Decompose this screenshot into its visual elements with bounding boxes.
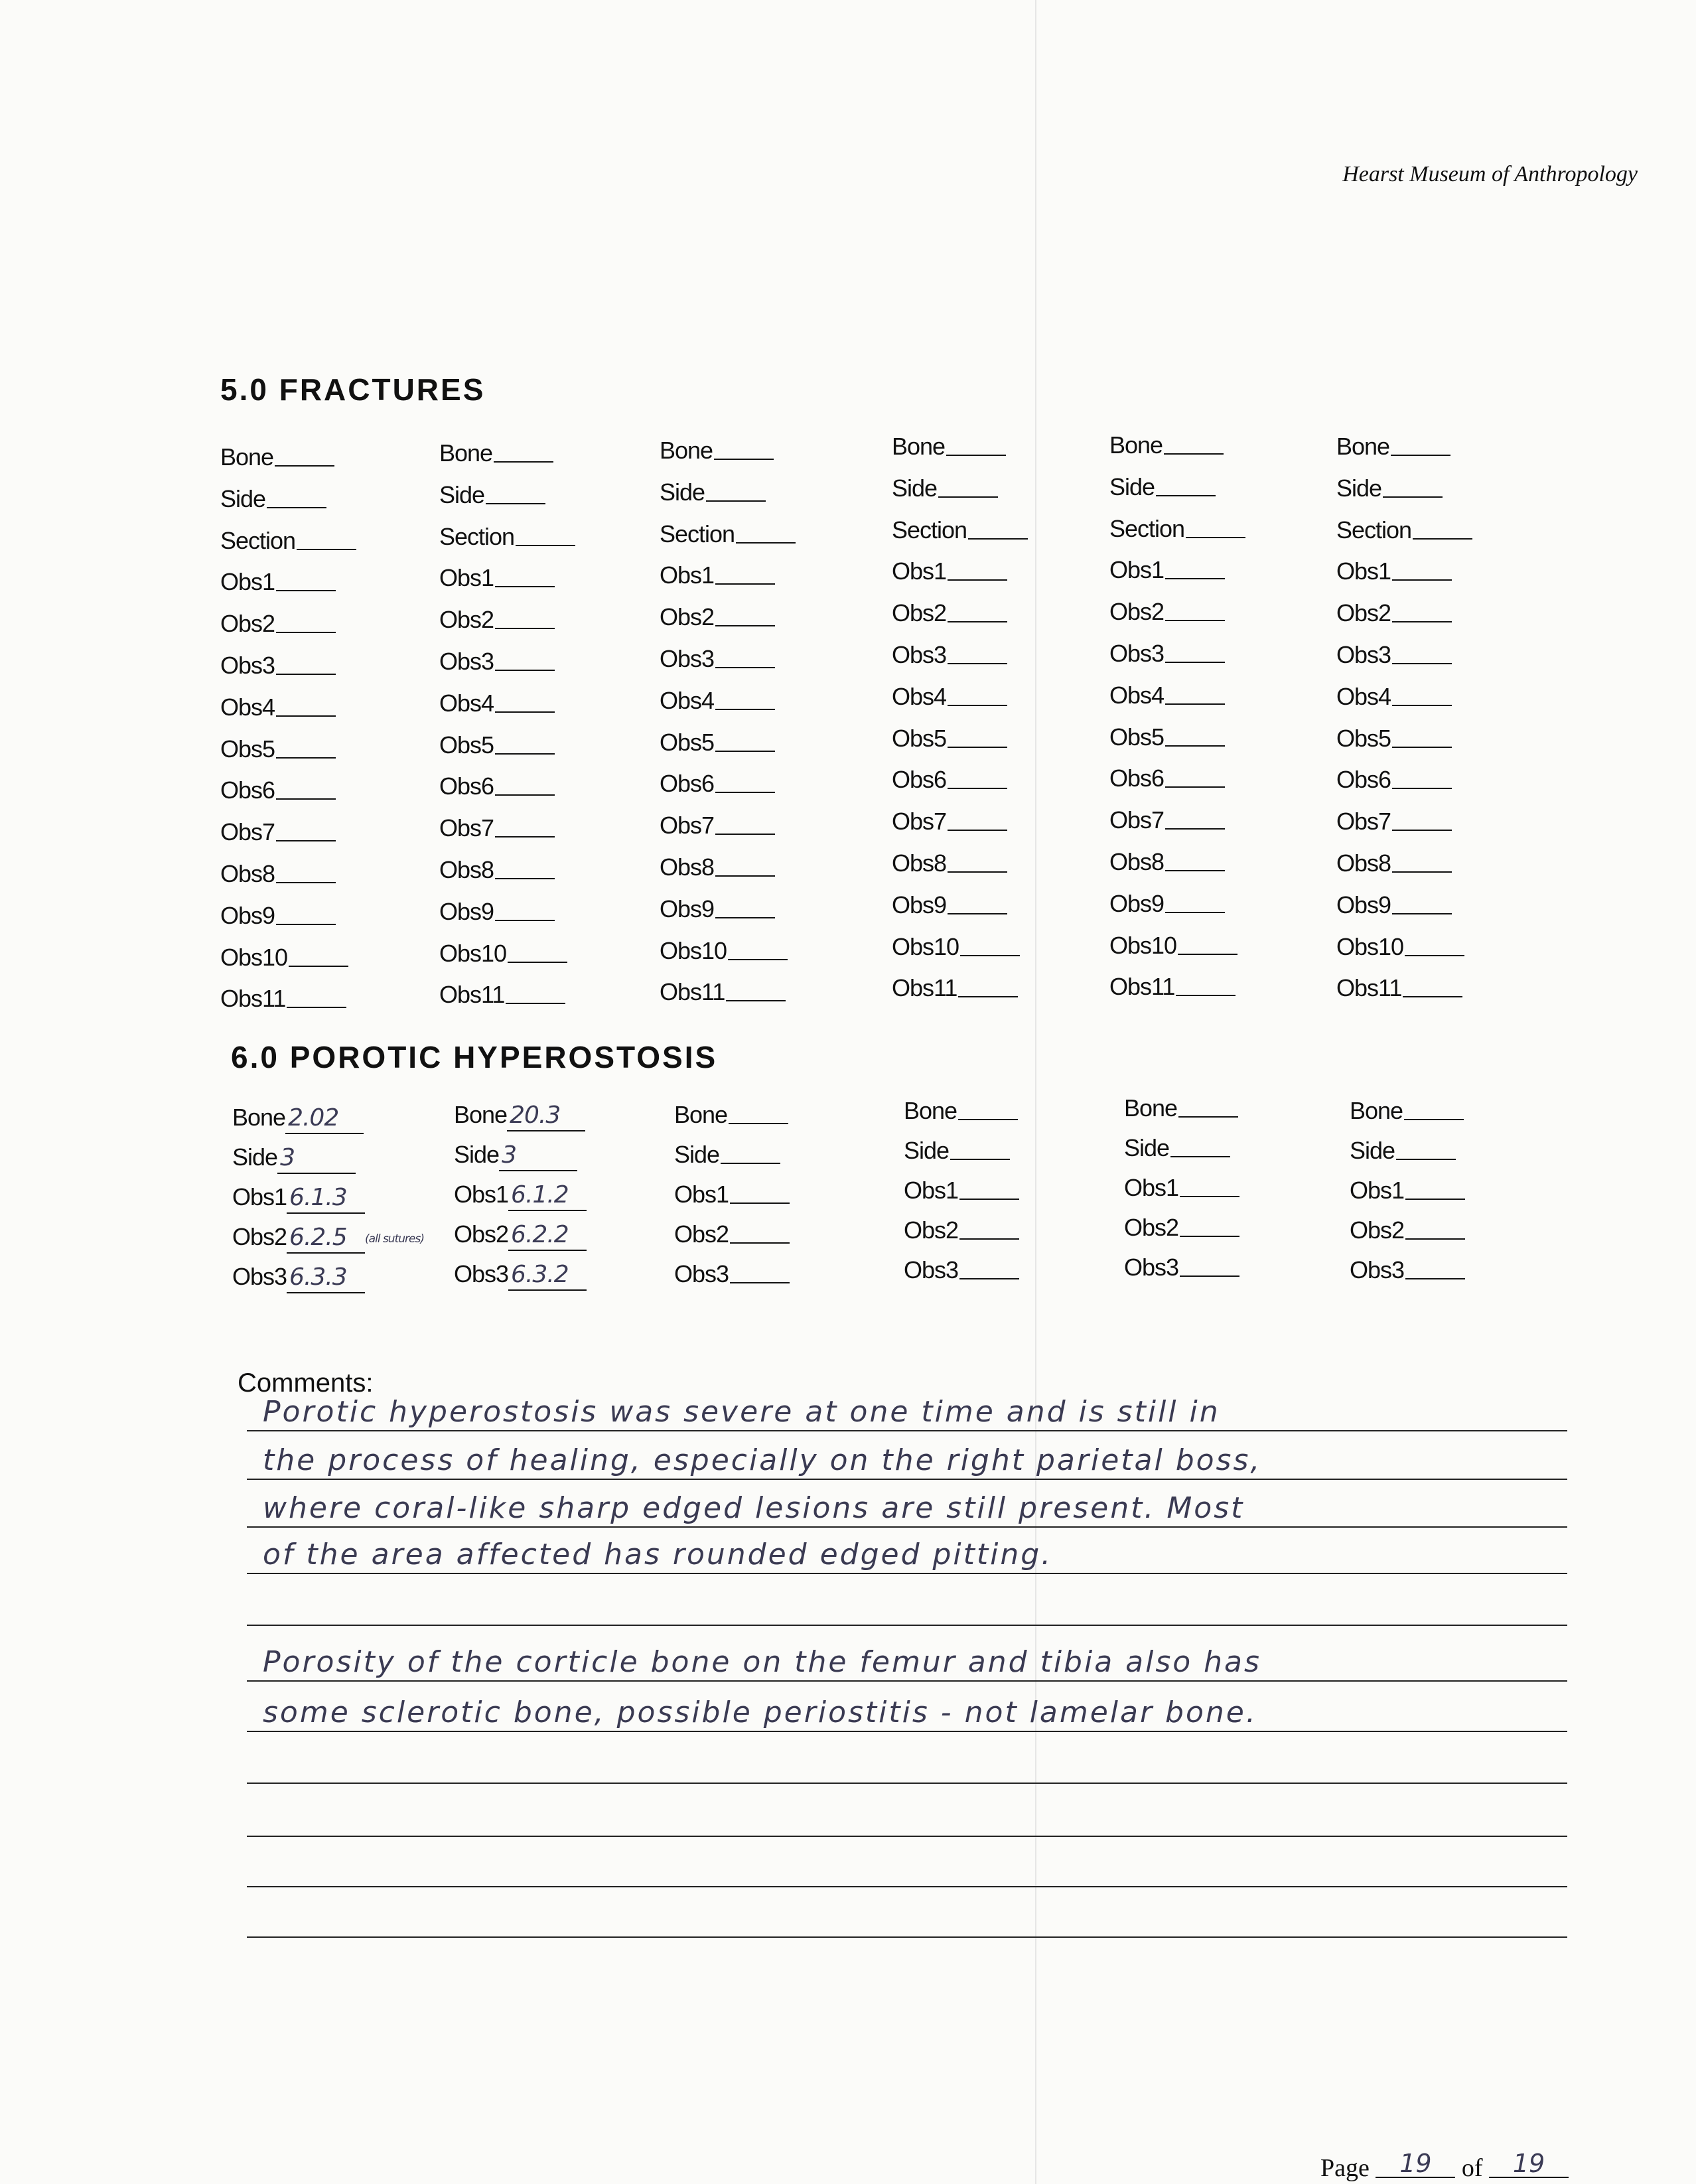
field-label: Obs1 xyxy=(232,1183,287,1210)
field-label: Obs1 xyxy=(904,1177,959,1204)
blank-field[interactable] xyxy=(495,586,555,587)
blank-field[interactable] xyxy=(1165,703,1225,705)
field-label: Obs10 xyxy=(660,936,727,964)
field-label: Bone xyxy=(660,437,713,464)
blank-field[interactable] xyxy=(494,461,553,463)
porotic-column-5 xyxy=(1124,1088,1239,1287)
field-label: Obs3 xyxy=(1124,1254,1179,1281)
blank-field[interactable] xyxy=(715,792,775,793)
field-label: Obs6 xyxy=(439,772,494,800)
field-label: Obs2 xyxy=(232,1223,287,1250)
page-number[interactable]: 19 xyxy=(1376,2150,1455,2178)
field-label: Obs8 xyxy=(1336,849,1391,877)
field-label: Obs7 xyxy=(439,814,494,842)
field-label: Obs11 xyxy=(892,974,957,1002)
field-label: Obs8 xyxy=(1109,847,1165,875)
obs2-note: (all sutures) xyxy=(365,1232,424,1246)
porotic-column-4 xyxy=(904,1091,1019,1290)
blank-field[interactable] xyxy=(276,757,336,759)
blank-field[interactable] xyxy=(1405,1278,1465,1279)
blank-field[interactable] xyxy=(948,830,1007,831)
field-label: Obs2 xyxy=(674,1220,729,1248)
field-label: Obs4 xyxy=(660,686,715,714)
institution-header: Hearst Museum of Anthropology xyxy=(1342,162,1638,186)
blank-field[interactable] xyxy=(946,455,1006,456)
blank-field[interactable] xyxy=(715,709,775,710)
field-label: Obs6 xyxy=(1109,764,1165,792)
blank-field[interactable] xyxy=(715,875,775,877)
field-label: Obs7 xyxy=(1336,808,1391,836)
comment-text: the process of healing, especially on the right parietal boss, xyxy=(263,1443,1262,1477)
obs3-value[interactable]: 6.3.3 xyxy=(287,1263,365,1293)
field-label: Obs6 xyxy=(1336,766,1391,794)
field-label: Obs4 xyxy=(1109,681,1165,709)
blank-field[interactable] xyxy=(948,871,1007,873)
field-label: Side xyxy=(439,480,485,508)
blank-field[interactable] xyxy=(276,882,336,883)
field-label: Obs7 xyxy=(660,812,715,839)
bone-value[interactable]: 2.02 xyxy=(285,1104,364,1134)
obs2-value[interactable]: 6.2.5 xyxy=(287,1223,365,1254)
field-label: Obs2 xyxy=(1336,599,1391,627)
blank-field[interactable] xyxy=(1165,870,1225,871)
comment-line[interactable] xyxy=(247,1439,1567,1480)
blank-field[interactable] xyxy=(1186,537,1245,538)
blank-field[interactable] xyxy=(959,1238,1019,1240)
blank-field[interactable] xyxy=(297,549,356,550)
field-label: Bone xyxy=(1350,1097,1403,1124)
blank-field[interactable] xyxy=(495,711,555,713)
blank-field[interactable] xyxy=(1165,828,1225,830)
comment-line[interactable] xyxy=(247,1390,1567,1431)
blank-field[interactable] xyxy=(715,667,775,668)
field-label: Obs2 xyxy=(1350,1216,1405,1244)
blank-field[interactable] xyxy=(730,1242,790,1244)
comment-text: where coral-like sharp edged lesions are still present. Most xyxy=(263,1491,1245,1525)
field-label: Obs10 xyxy=(439,939,507,967)
field-label: Obs3 xyxy=(660,644,715,672)
blank-field[interactable] xyxy=(276,590,336,591)
blank-field[interactable] xyxy=(1176,995,1236,996)
blank-field[interactable] xyxy=(1392,830,1452,831)
field-label: Obs2 xyxy=(660,603,715,631)
blank-field[interactable] xyxy=(1392,871,1452,873)
of-label: of xyxy=(1461,2154,1483,2182)
blank-field[interactable] xyxy=(730,1202,790,1204)
blank-field[interactable] xyxy=(495,753,555,755)
page-label: Page xyxy=(1320,2154,1370,2182)
field-label: Obs2 xyxy=(439,606,494,634)
blank-field[interactable] xyxy=(495,628,555,629)
field-label: Bone xyxy=(439,439,493,467)
field-label: Obs1 xyxy=(1350,1177,1405,1204)
field-label: Bone xyxy=(904,1097,957,1124)
fractures-column-3 xyxy=(660,430,796,1013)
field-label: Bone xyxy=(1336,433,1390,460)
blank-field[interactable] xyxy=(715,625,775,626)
field-label: Obs3 xyxy=(1336,640,1391,668)
blank-field[interactable] xyxy=(938,496,998,498)
blank-field[interactable] xyxy=(1164,453,1224,455)
blank-field[interactable] xyxy=(276,715,336,717)
blank-field[interactable] xyxy=(495,836,555,837)
blank-field[interactable] xyxy=(715,583,775,585)
blank-field[interactable] xyxy=(1392,663,1452,664)
porotic-column-3 xyxy=(674,1095,790,1294)
blank-field[interactable] xyxy=(1180,1236,1239,1237)
field-label: Obs5 xyxy=(1336,724,1391,752)
field-label: Obs3 xyxy=(220,651,275,679)
fractures-column-1 xyxy=(220,437,356,1020)
blank-field[interactable] xyxy=(1178,954,1237,955)
field-label: Obs3 xyxy=(439,647,494,675)
blank-field[interactable] xyxy=(948,579,1007,581)
blank-field[interactable] xyxy=(714,459,774,460)
field-label: Obs9 xyxy=(1109,889,1165,917)
blank-field[interactable] xyxy=(948,747,1007,748)
blank-field[interactable] xyxy=(1392,621,1452,622)
field-label: Obs10 xyxy=(892,932,959,960)
blank-field[interactable] xyxy=(721,1163,780,1164)
blank-field[interactable] xyxy=(1180,1275,1239,1277)
blank-field[interactable] xyxy=(508,962,567,963)
field-label: Obs2 xyxy=(220,610,275,638)
field-label: Obs10 xyxy=(1336,932,1404,960)
blank-field[interactable] xyxy=(948,621,1007,622)
blank-field[interactable] xyxy=(1392,579,1452,581)
fractures-column-2 xyxy=(439,433,575,1016)
field-label: Obs9 xyxy=(220,901,275,929)
porotic-title: 6.0 POROTIC HYPEROSTOSIS xyxy=(231,1040,718,1074)
field-label: Obs8 xyxy=(892,849,947,877)
blank-field[interactable] xyxy=(1180,1196,1239,1197)
field-label: Obs1 xyxy=(1336,557,1391,585)
comment-line[interactable] xyxy=(247,1897,1567,1938)
field-label: Obs1 xyxy=(660,561,715,589)
blank-field[interactable] xyxy=(1403,996,1462,997)
field-label: Side xyxy=(1336,474,1382,502)
comment-line[interactable] xyxy=(247,1846,1567,1887)
blank-field[interactable] xyxy=(948,788,1007,789)
blank-field[interactable] xyxy=(1396,1159,1456,1160)
field-label: Obs5 xyxy=(1109,723,1165,751)
blank-field[interactable] xyxy=(276,674,336,675)
page-footer xyxy=(1320,2150,1569,2183)
blank-field[interactable] xyxy=(1170,1156,1230,1157)
blank-field[interactable] xyxy=(1165,620,1225,621)
field-label: Bone xyxy=(1109,431,1163,459)
field-label: Obs1 xyxy=(674,1181,729,1208)
comment-line[interactable] xyxy=(247,1796,1567,1837)
field-label: Obs8 xyxy=(439,855,494,883)
fractures-column-5 xyxy=(1109,425,1245,1008)
field-label: Bone xyxy=(454,1101,508,1128)
comment-line[interactable] xyxy=(247,1533,1567,1574)
blank-field[interactable] xyxy=(958,1119,1018,1120)
field-label: Obs5 xyxy=(220,735,275,763)
field-label: Obs11 xyxy=(1109,973,1175,1001)
blank-field[interactable] xyxy=(960,955,1020,956)
comments-label: Comments: xyxy=(238,1368,374,1398)
field-label: Obs1 xyxy=(439,564,494,592)
field-label: Side xyxy=(892,474,938,502)
blank-field[interactable] xyxy=(1165,786,1225,788)
blank-field[interactable] xyxy=(289,966,348,967)
blank-field[interactable] xyxy=(715,917,775,918)
blank-field[interactable] xyxy=(1178,1116,1238,1118)
field-label: Obs10 xyxy=(1109,931,1177,959)
bone-value[interactable]: 20.3 xyxy=(507,1101,585,1131)
blank-field[interactable] xyxy=(276,924,336,925)
blank-field[interactable] xyxy=(1165,578,1225,579)
field-label: Obs3 xyxy=(674,1260,729,1287)
field-label: Obs4 xyxy=(220,693,275,721)
field-label: Obs5 xyxy=(892,724,947,752)
blank-field[interactable] xyxy=(1405,1199,1465,1200)
field-label: Obs1 xyxy=(892,557,947,585)
blank-field[interactable] xyxy=(1391,455,1450,456)
side-value[interactable]: 3 xyxy=(277,1143,356,1174)
blank-field[interactable] xyxy=(495,878,555,879)
field-label: Obs2 xyxy=(904,1216,959,1244)
fractures-column-4 xyxy=(892,426,1028,1009)
blank-field[interactable] xyxy=(948,663,1007,664)
comment-line[interactable] xyxy=(247,1640,1567,1682)
field-label: Obs4 xyxy=(892,682,947,710)
field-label: Obs4 xyxy=(439,689,494,717)
field-label: Section xyxy=(1109,514,1185,542)
blank-field[interactable] xyxy=(1413,538,1472,540)
field-label: Obs2 xyxy=(454,1220,509,1248)
field-label: Section xyxy=(439,522,515,550)
blank-field[interactable] xyxy=(1383,496,1443,498)
field-label: Bone xyxy=(674,1101,728,1128)
field-label: Section xyxy=(220,526,296,554)
field-label: Obs8 xyxy=(220,859,275,887)
field-label: Obs5 xyxy=(660,728,715,756)
blank-field[interactable] xyxy=(736,542,796,544)
blank-field[interactable] xyxy=(275,465,334,467)
blank-field[interactable] xyxy=(287,1007,346,1008)
blank-field[interactable] xyxy=(968,538,1028,540)
blank-field[interactable] xyxy=(728,959,788,960)
blank-field[interactable] xyxy=(276,840,336,841)
field-label: Side xyxy=(1350,1137,1395,1164)
field-label: Side xyxy=(660,478,705,506)
field-label: Bone xyxy=(220,443,274,471)
field-label: Obs3 xyxy=(232,1263,287,1290)
blank-field[interactable] xyxy=(706,500,766,502)
field-label: Obs1 xyxy=(1124,1174,1179,1201)
comment-text: Porosity of the corticle bone on the femur and tibia also has xyxy=(263,1645,1261,1679)
field-label: Obs6 xyxy=(220,776,275,804)
comment-line[interactable] xyxy=(247,1691,1567,1732)
field-label: Obs5 xyxy=(439,731,494,759)
field-label: Obs3 xyxy=(454,1260,509,1287)
obs1-value[interactable]: 6.1.3 xyxy=(287,1183,365,1214)
field-label: Obs3 xyxy=(1350,1256,1405,1283)
field-label: Obs1 xyxy=(454,1181,509,1208)
field-label: Obs9 xyxy=(439,897,494,925)
comment-text: some sclerotic bone, possible periostitis - not lamelar bone. xyxy=(263,1696,1257,1729)
blank-field[interactable] xyxy=(729,1123,788,1124)
blank-field[interactable] xyxy=(1404,1119,1464,1120)
blank-field[interactable] xyxy=(495,920,555,921)
porotic-column-1 xyxy=(232,1098,424,1297)
blank-field[interactable] xyxy=(1392,788,1452,789)
blank-field[interactable] xyxy=(516,545,575,546)
field-label: Section xyxy=(1336,516,1412,544)
field-label: Obs2 xyxy=(1124,1214,1179,1241)
field-label: Obs11 xyxy=(660,978,725,1006)
blank-field[interactable] xyxy=(267,507,326,508)
blank-field[interactable] xyxy=(726,1000,786,1001)
blank-field[interactable] xyxy=(1165,745,1225,747)
comment-line[interactable] xyxy=(247,1487,1567,1528)
porotic-column-6 xyxy=(1350,1091,1465,1290)
blank-field[interactable] xyxy=(276,798,336,800)
field-label: Obs8 xyxy=(660,853,715,881)
field-label: Obs9 xyxy=(1336,891,1391,918)
field-label: Side xyxy=(1109,473,1155,500)
field-label: Section xyxy=(892,516,967,544)
field-label: Side xyxy=(220,484,266,512)
fractures-column-6 xyxy=(1336,426,1472,1009)
field-label: Obs2 xyxy=(892,599,947,627)
field-label: Obs10 xyxy=(220,943,288,971)
field-label: Side xyxy=(454,1141,500,1168)
blank-field[interactable] xyxy=(959,1278,1019,1279)
field-label: Obs3 xyxy=(1109,639,1165,667)
field-label: Side xyxy=(904,1137,950,1164)
field-label: Obs6 xyxy=(660,770,715,798)
side-value[interactable]: 3 xyxy=(499,1141,577,1171)
blank-field[interactable] xyxy=(958,996,1018,997)
field-label: Obs7 xyxy=(892,808,947,836)
blank-field[interactable] xyxy=(1165,662,1225,663)
obs3-value[interactable]: 6.3.2 xyxy=(508,1260,587,1291)
field-label: Section xyxy=(660,520,735,547)
field-label: Bone xyxy=(1124,1094,1178,1122)
blank-field[interactable] xyxy=(1405,1238,1465,1240)
field-label: Side xyxy=(232,1143,278,1171)
obs1-value[interactable]: 6.1.2 xyxy=(508,1181,587,1211)
field-label: Obs3 xyxy=(892,640,947,668)
blank-field[interactable] xyxy=(1392,747,1452,748)
field-label: Obs9 xyxy=(660,895,715,922)
blank-field[interactable] xyxy=(730,1282,790,1283)
porotic-column-2 xyxy=(454,1095,587,1294)
blank-field[interactable] xyxy=(948,705,1007,706)
field-label: Obs1 xyxy=(1109,556,1165,584)
field-label: Side xyxy=(674,1141,720,1168)
blank-field[interactable] xyxy=(715,751,775,752)
blank-field[interactable] xyxy=(1392,913,1452,914)
field-label: Obs9 xyxy=(892,891,947,918)
field-label: Obs7 xyxy=(1109,806,1165,834)
blank-field[interactable] xyxy=(950,1159,1010,1160)
field-label: Obs6 xyxy=(892,766,947,794)
field-label: Obs1 xyxy=(220,568,275,596)
blank-field[interactable] xyxy=(506,1003,565,1004)
total-pages[interactable]: 19 xyxy=(1489,2150,1569,2178)
blank-field[interactable] xyxy=(495,794,555,796)
field-label: Obs3 xyxy=(904,1256,959,1283)
comment-line[interactable] xyxy=(247,1743,1567,1784)
blank-field[interactable] xyxy=(959,1199,1019,1200)
fractures-title: 5.0 FRACTURES xyxy=(220,372,486,407)
blank-field[interactable] xyxy=(948,913,1007,914)
blank-field[interactable] xyxy=(1156,495,1216,496)
field-label: Bone xyxy=(232,1104,286,1131)
obs2-value[interactable]: 6.2.2 xyxy=(508,1220,587,1251)
blank-field[interactable] xyxy=(1165,912,1225,913)
comment-line[interactable] xyxy=(247,1585,1567,1626)
field-label: Side xyxy=(1124,1134,1170,1161)
field-label: Obs4 xyxy=(1336,682,1391,710)
blank-field[interactable] xyxy=(715,834,775,835)
field-label: Obs11 xyxy=(439,981,505,1009)
blank-field[interactable] xyxy=(1392,705,1452,706)
comment-text: Porotic hyperostosis was severe at one time and is still in xyxy=(263,1395,1220,1429)
field-label: Bone xyxy=(892,433,946,460)
blank-field[interactable] xyxy=(486,503,545,504)
field-label: Obs2 xyxy=(1109,598,1165,626)
blank-field[interactable] xyxy=(276,632,336,633)
field-label: Obs11 xyxy=(220,985,286,1013)
comment-text: of the area affected has rounded edged pitting. xyxy=(263,1538,1053,1571)
blank-field[interactable] xyxy=(495,670,555,671)
blank-field[interactable] xyxy=(1405,955,1464,956)
field-label: Obs11 xyxy=(1336,974,1402,1002)
field-label: Obs7 xyxy=(220,818,275,846)
